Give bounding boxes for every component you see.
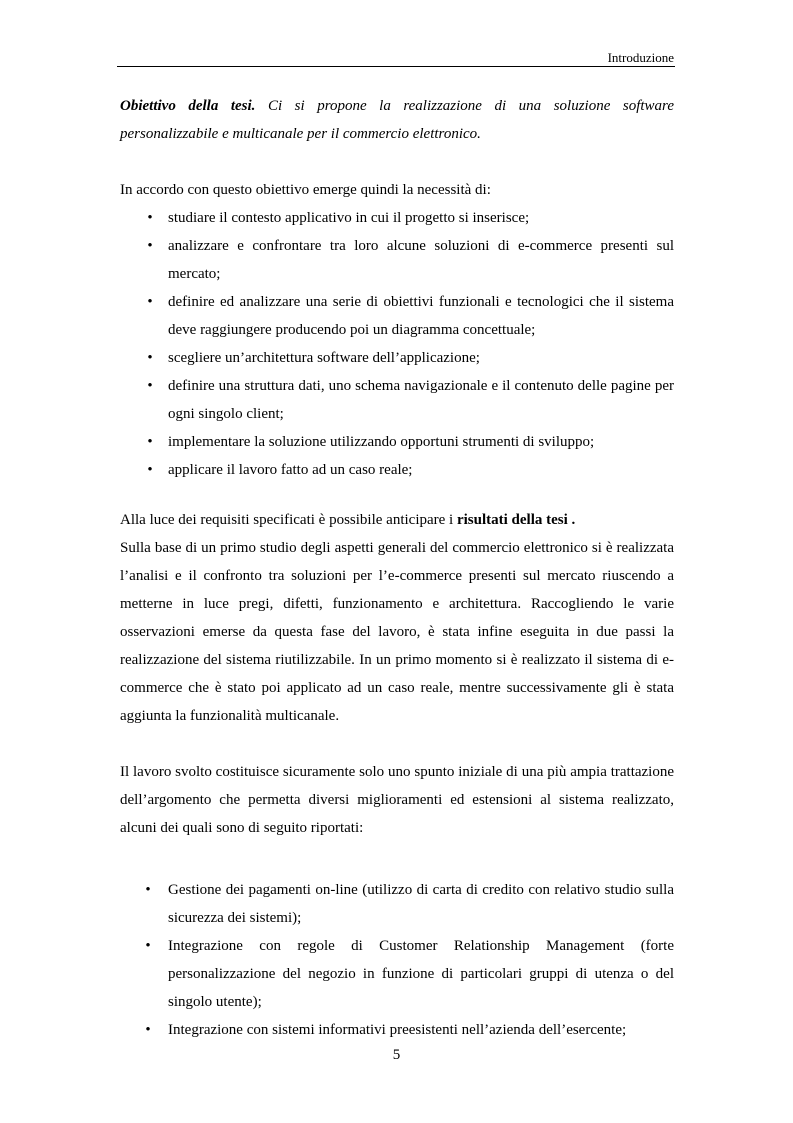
list-item-text: definire ed analizzare una serie di obiettivi funzionali e tecnologici che il sistema deve raggiungere producendo poi un diagramma concettuale; xyxy=(168,294,674,338)
bullet-icon: • xyxy=(145,1022,151,1038)
list-item-text: Integrazione con sistemi informativi preesistenti nell’azienda dell’esercente; xyxy=(168,1022,627,1038)
future-list xyxy=(120,876,674,1044)
list-item-text: Integrazione con regole di Customer Relationship Management (forte personalizzazione del negozio in funzione di particolari gruppi di utenza o del singolo utente); xyxy=(168,938,674,1010)
list-item-text: analizzare e confrontare tra loro alcune soluzioni di e-commerce presenti sul mercato; xyxy=(168,238,674,282)
list-item-text: scegliere un’architettura software dell’applicazione; xyxy=(168,350,480,366)
list-item-text: applicare il lavoro fatto ad un caso reale; xyxy=(168,462,413,478)
list-item xyxy=(120,932,674,1016)
list-item-text: implementare la soluzione utilizzando opportuni strumenti di sviluppo; xyxy=(168,434,595,450)
list-item xyxy=(120,456,674,484)
bullet-icon: • xyxy=(147,350,153,366)
bullet-icon: • xyxy=(147,434,153,450)
list-item xyxy=(120,876,674,932)
future-intro: Il lavoro svolto costituisce sicuramente solo uno spunto iniziale di una più ampia trattazione dell’argomento che permetta diversi miglioramenti ed estensioni al sistema realizzato, alcuni dei quali sono di seguito riportati: xyxy=(120,764,674,836)
bullet-icon: • xyxy=(145,938,151,954)
header-rule xyxy=(117,66,675,67)
results-lead xyxy=(120,506,674,534)
list-item-text: studiare il contesto applicativo in cui il progetto si inserisce; xyxy=(168,210,530,226)
list-item xyxy=(120,1016,674,1044)
bullet-icon: • xyxy=(147,294,153,310)
page-number: 5 xyxy=(392,1047,401,1063)
running-header: Introduzione xyxy=(607,50,674,65)
objective-label: Obiettivo della tesi. xyxy=(120,98,256,114)
spacer xyxy=(120,148,674,176)
bullet-icon: • xyxy=(145,882,151,898)
needs-list xyxy=(120,204,674,484)
list-item xyxy=(120,372,674,428)
results-lead-text: Alla luce dei requisiti specificati è possibile anticipare i xyxy=(120,512,457,528)
list-item-text: Gestione dei pagamenti on-line (utilizzo di carta di credito con relativo studio sulla sicurezza dei sistemi); xyxy=(168,882,674,926)
spacer xyxy=(120,730,674,758)
bullet-icon: • xyxy=(147,238,153,254)
list-item xyxy=(120,344,674,372)
page-body xyxy=(120,92,674,1044)
bullet-icon: • xyxy=(147,378,153,394)
results-lead-bold: risultati della tesi . xyxy=(456,512,576,528)
bullet-icon: • xyxy=(147,210,153,226)
list-item-text: definire una struttura dati, uno schema navigazionale e il contenuto delle pagine per ogni singolo client; xyxy=(168,378,674,422)
needs-intro: In accordo con questo obiettivo emerge quindi la necessità di: xyxy=(120,182,491,198)
list-item xyxy=(120,232,674,288)
objective-text: Ci si propone la realizzazione di una soluzione software personalizzabile e multicanale per il commercio elettronico. xyxy=(120,98,674,142)
spacer xyxy=(120,842,674,876)
spacer xyxy=(120,484,674,506)
list-item xyxy=(120,204,674,232)
list-item xyxy=(120,288,674,344)
objective-paragraph xyxy=(120,92,674,148)
results-paragraph: Sulla base di un primo studio degli aspetti generali del commercio elettronico si è realizzata l’analisi e il confronto tra soluzioni per l’e-commerce presenti sul mercato riuscendo a metterne in luce pregi, difetti, funzionamento e architettura. Raccogliendo le varie osservazioni emerse da questa fase del lavoro, è stata infine eseguita in due passi la realizzazione del sistema riutilizzabile. In un primo momento si è realizzato il sistema di e-commerce che è stato poi applicato ad un caso reale, mentre successivamente gli è stata aggiunta la funzionalità multicanale. xyxy=(120,540,674,724)
list-item xyxy=(120,428,674,456)
bullet-icon: • xyxy=(147,462,153,478)
